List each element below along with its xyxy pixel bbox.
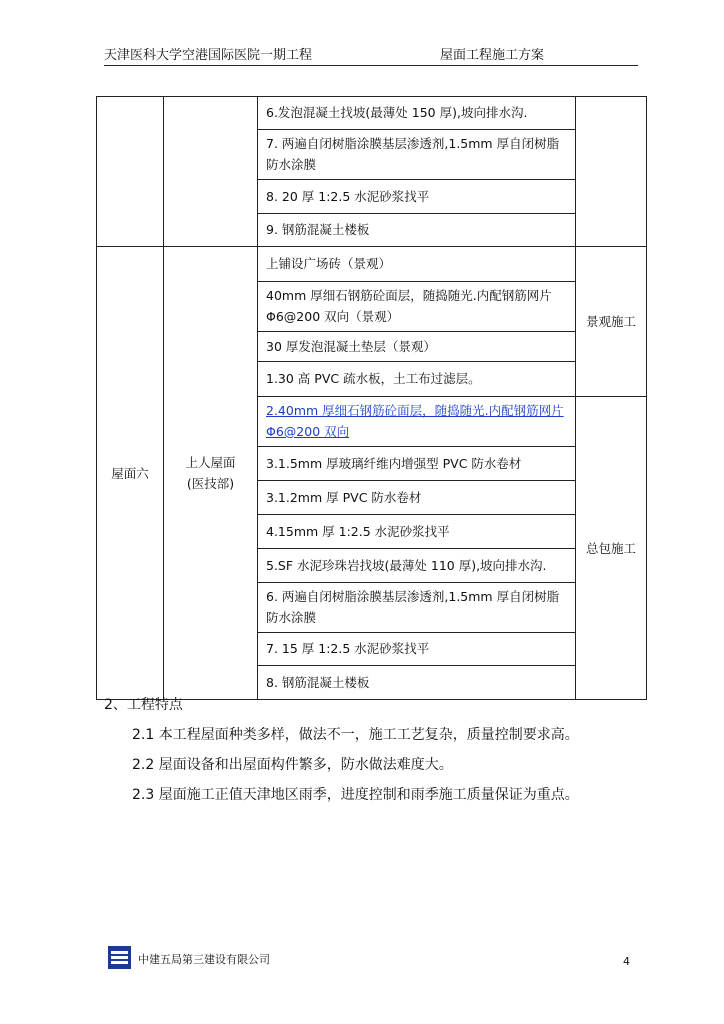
company-logo-icon — [108, 946, 131, 969]
layer-cell: 7. 15 厚 1:2.5 水泥砂浆找平 — [258, 633, 576, 666]
page-header — [104, 44, 638, 66]
roof-name-cell — [97, 247, 164, 700]
landscape-contractor: 景观施工 — [585, 314, 636, 329]
page-footer — [108, 944, 638, 970]
table-row — [97, 247, 647, 282]
feature-item: 2.1 本工程屋面种类多样，做法不一，施工工艺复杂，质量控制要求高。 — [132, 727, 579, 743]
layer-cell: 9. 钢筋混凝土楼板 — [258, 214, 576, 247]
company-name: 中建五局第三建设有限公司 — [138, 953, 270, 966]
roof-construction-table — [96, 96, 647, 700]
roof-name: 屋面六 — [111, 465, 149, 481]
layer-cell: 40mm 厚细石钢筋砼面层，随捣随光.内配钢筋网片Φ6@200 双向（景观） — [258, 282, 576, 332]
layer-cell: 3.1.5mm 厚玻璃纤维内增强型 PVC 防水卷材 — [258, 447, 576, 481]
roof-name-cell-empty — [97, 97, 164, 247]
landscape-contractor-cell — [576, 247, 647, 397]
layer-cell: 8. 钢筋混凝土楼板 — [258, 666, 576, 700]
table-row — [97, 97, 647, 130]
layer-cell: 6. 两遍自闭树脂涂膜基层渗透剂,1.5mm 厚自闭树脂防水涂膜 — [258, 583, 576, 633]
layer-cell: 上铺设广场砖（景观） — [258, 247, 576, 282]
section-heading: 2、工程特点 — [104, 697, 183, 713]
feature-item: 2.3 屋面施工正值天津地区雨季，进度控制和雨季施工质量保证为重点。 — [132, 787, 579, 803]
layer-cell: 4.15mm 厚 1:2.5 水泥砂浆找平 — [258, 515, 576, 549]
roof-type: 上人屋面 — [185, 455, 236, 470]
roof-type-cell — [164, 247, 258, 700]
contractor-cell-empty — [576, 97, 647, 247]
layer-cell: 7. 两遍自闭树脂涂膜基层渗透剂,1.5mm 厚自闭树脂防水涂膜 — [258, 130, 576, 180]
layer-cell: 3.1.2mm 厚 PVC 防水卷材 — [258, 481, 576, 515]
features-list — [132, 725, 579, 815]
project-title: 天津医科大学空港国际医院一期工程 — [104, 48, 313, 63]
page-number: 4 — [623, 955, 630, 968]
layer-cell: 5.SF 水泥珍珠岩找坡(最薄处 110 厚),坡向排水沟. — [258, 549, 576, 583]
layer-link-cell[interactable]: 2.40mm 厚细石钢筋砼面层，随捣随光.内配钢筋网片Φ6@200 双向 — [258, 397, 576, 447]
document-title: 屋面工程施工方案 — [440, 48, 545, 63]
layer-cell: 1.30 高 PVC 疏水板，土工布过滤层。 — [258, 362, 576, 397]
layer-cell: 30 厚发泡混凝土垫层（景观） — [258, 332, 576, 362]
general-contractor-cell — [576, 397, 647, 700]
feature-item: 2.2 屋面设备和出屋面构件繁多，防水做法难度大。 — [132, 757, 453, 773]
layer-cell: 8. 20 厚 1:2.5 水泥砂浆找平 — [258, 180, 576, 214]
roof-location: (医技部) — [186, 476, 235, 491]
roof-type-cell-empty — [164, 97, 258, 247]
layer-cell: 6.发泡混凝土找坡(最薄处 150 厚),坡向排水沟. — [258, 97, 576, 130]
general-contractor: 总包施工 — [585, 540, 636, 556]
